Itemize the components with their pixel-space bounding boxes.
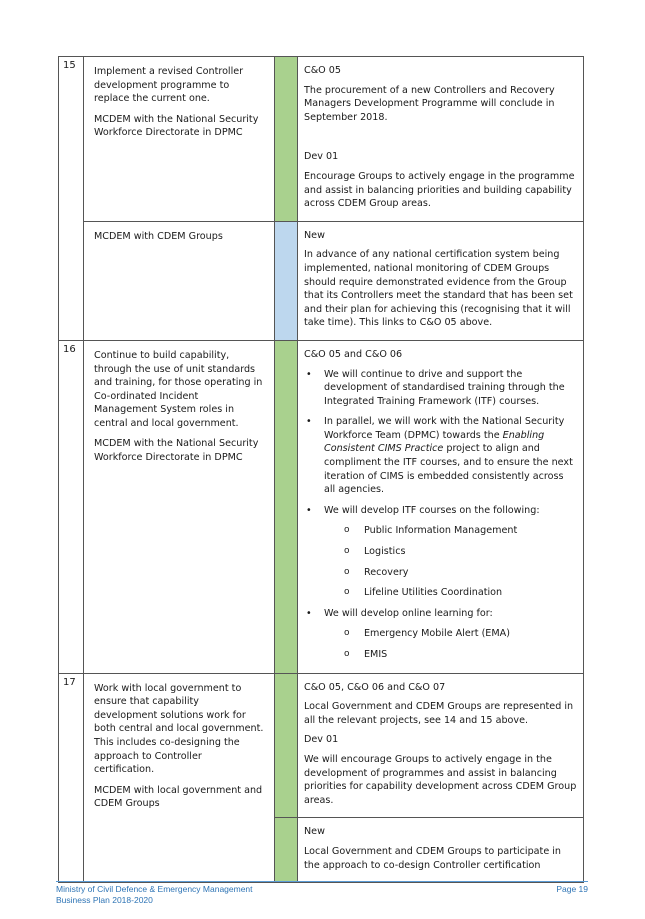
action-cell bbox=[84, 57, 275, 222]
detail-cell bbox=[298, 340, 584, 673]
row-number: 15 bbox=[59, 57, 84, 341]
sub-list bbox=[324, 627, 577, 661]
list-item: • We will continue to drive and support the development of standardised training through the Integrated Training Framework (ITF) courses. bbox=[324, 368, 577, 409]
sub-list bbox=[324, 524, 577, 599]
sub-list-item: o Emergency Mobile Alert (EMA) bbox=[364, 627, 577, 641]
sub-list-item: o Lifeline Utilities Coordination bbox=[364, 586, 577, 600]
detail-text: Encourage Groups to actively engage in the programme and assist in balancing priorities and building capability across CDEM Group areas. bbox=[304, 170, 575, 210]
action-text: Work with local government to ensure that capability development solutions work for both central and local government. This includes co-designing the approach to Controller certification. bbox=[94, 682, 264, 776]
row-number: 17 bbox=[59, 673, 84, 883]
detail-text: Local Government and CDEM Groups to participate in the approach to co-design Controller certification bbox=[304, 845, 562, 871]
action-text: Continue to build capability, through the use of unit standards and training, for those operating in Co-ordinated Incident Management System roles in central and local government. bbox=[94, 349, 263, 429]
status-green-cell bbox=[275, 673, 298, 818]
detail-cell bbox=[298, 673, 584, 818]
page-number: Page 19 bbox=[556, 884, 588, 894]
table-row bbox=[59, 673, 584, 818]
action-text: Implement a revised Controller development programme to replace the current one. bbox=[94, 66, 244, 105]
sub-list-item: o EMIS bbox=[364, 648, 577, 662]
sub-list-item: o Public Information Management bbox=[364, 524, 577, 538]
footer-organisation: Ministry of Civil Defence & Emergency Management bbox=[56, 884, 253, 894]
table-row bbox=[59, 57, 584, 222]
action-cell bbox=[84, 221, 275, 340]
lead-agency: MCDEM with CDEM Groups bbox=[94, 230, 223, 242]
objective-code: C&O 05 bbox=[304, 65, 341, 76]
table-row bbox=[59, 340, 584, 673]
sub-list-item: o Recovery bbox=[364, 566, 577, 580]
objective-code: New bbox=[304, 826, 325, 838]
objective-code: Dev 01 bbox=[304, 734, 339, 746]
detail-text: Local Government and CDEM Groups are represented in all the relevant projects, see 14 and 15 above. bbox=[304, 701, 574, 726]
objective-code: Dev 01 bbox=[304, 151, 339, 163]
status-green-cell bbox=[275, 818, 298, 883]
sub-list-item: o Logistics bbox=[364, 545, 577, 559]
table-row bbox=[59, 221, 584, 340]
objective-code: C&O 05 and C&O 06 bbox=[304, 348, 403, 360]
list-item: • In parallel, we will work with the National Security Workforce Team (DPMC) towards the Enabling Consistent CIMS Practice project to align and compliment the ITF courses, and to ensure the next iteration of CIMS is embedded consistently across all agencies. bbox=[324, 415, 577, 497]
list-item: • We will develop ITF courses on the following: o Public Information Management o Logistics o Recovery o Lifeline Utilities Coordination bbox=[324, 504, 577, 600]
action-cell bbox=[84, 673, 275, 883]
lead-agency: MCDEM with the National Security Workforce Directorate in DPMC bbox=[94, 113, 259, 139]
bullet-list bbox=[304, 368, 577, 662]
detail-cell bbox=[298, 57, 584, 222]
status-green-cell bbox=[275, 340, 298, 673]
detail-text: The procurement of a new Controllers and Recovery Managers Development Programme will conclude in September 2018. bbox=[304, 84, 555, 123]
detail-cell bbox=[298, 221, 584, 340]
status-green-cell bbox=[275, 57, 298, 222]
project-name: Enabling Consistent CIMS Practice bbox=[324, 429, 545, 455]
status-blue-cell bbox=[275, 221, 298, 340]
list-item: • We will develop online learning for: o Emergency Mobile Alert (EMA) o EMIS bbox=[324, 607, 577, 662]
page-footer bbox=[56, 884, 588, 906]
footer-divider bbox=[56, 881, 588, 882]
objective-code: New bbox=[304, 229, 325, 241]
detail-text: In advance of any national certification system being implemented, national monitoring of CDEM Groups should require demonstrated evidence from the Group that its Controllers meet the standard that has been set and their plan for achieving this (recognising that it will take time). This links to C&O 05 above. bbox=[304, 249, 573, 329]
row-number: 16 bbox=[59, 340, 84, 673]
action-cell bbox=[84, 340, 275, 673]
detail-cell bbox=[298, 818, 584, 883]
lead-agency: MCDEM with local government and CDEM Groups bbox=[94, 784, 263, 810]
lead-agency: MCDEM with the National Security Workforce Directorate in DPMC bbox=[94, 438, 259, 464]
objective-code: C&O 05, C&O 06 and C&O 07 bbox=[304, 681, 446, 693]
detail-text: We will encourage Groups to actively engage in the development of programmes and assist in balancing priorities for capability development across CDEM Group areas. bbox=[304, 753, 577, 806]
business-plan-table bbox=[58, 56, 584, 883]
footer-document-title: Business Plan 2018-2020 bbox=[56, 895, 153, 905]
